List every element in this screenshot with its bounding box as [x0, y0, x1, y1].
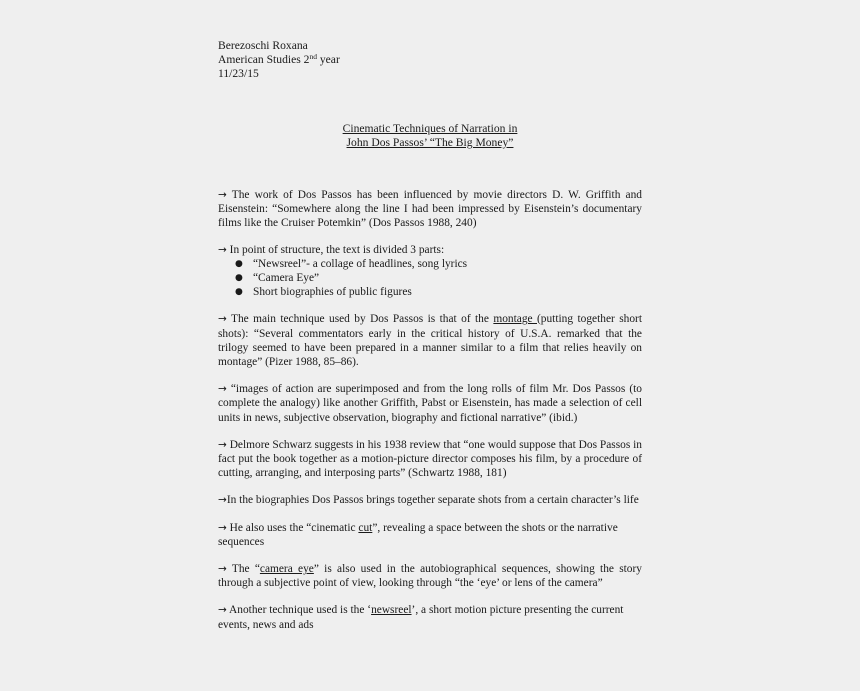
list-item — [218, 271, 642, 285]
arrow-icon: → — [218, 189, 227, 201]
list-item — [218, 285, 642, 299]
paragraph-9-text-before: Another technique used is the ‘ — [229, 604, 372, 617]
paragraph-1-text: The work of Dos Passos has been influenced by movie directors D. W. Griffith and Eisenstein: “Somewhere along the line I had been impressed by Eisenstein’s documentary films like the Cruiser Potemkin” (Dos Passos 1988, 240) — [218, 189, 642, 230]
arrow-icon: → — [218, 521, 227, 534]
course-superscript: nd — [309, 51, 317, 61]
paragraph-8 — [218, 562, 642, 590]
list-item-text: “Camera Eye” — [253, 272, 320, 285]
arrow-icon: → — [218, 438, 227, 451]
paragraph-3-text-after: (putting together short shots): “Several commentators early in the critical history of U.S.A. remarked that the trilogy seemed to have been prepared in a manner similar to a film that relies heavily on montage” (Pizer 1988, 85–86). — [218, 313, 642, 369]
paragraph-4 — [218, 382, 642, 425]
paragraph-9 — [218, 603, 642, 631]
paragraph-5 — [218, 438, 642, 481]
paragraph-6-text: In the biographies Dos Passos brings together separate shots from a certain character’s life — [226, 494, 639, 507]
arrow-icon: → — [218, 243, 227, 256]
paragraph-9-text-after: ’, a short motion picture presenting the current events, news and ads — [218, 604, 624, 631]
paragraph-6 — [218, 493, 642, 507]
document-title — [218, 122, 642, 150]
course-line — [218, 53, 340, 67]
arrow-icon: → — [218, 604, 227, 617]
arrow-icon: → — [218, 383, 227, 396]
course-prefix: American Studies 2 — [218, 52, 310, 66]
paragraph-8-text-before: The “ — [231, 563, 260, 576]
cut-term: cut — [358, 521, 373, 534]
paragraph-7-text-after: ”, revealing a space between the shots or the narrative sequences — [218, 521, 618, 548]
list-item-text: “Newsreel”- a collage of headlines, song lyrics — [253, 257, 468, 270]
list-item — [218, 257, 642, 271]
paragraph-8-text-after: ” is also used in the autobiographical sequences, showing the story through a subjective point of view, looking through “the ‘eye’ or lens of the camera” — [218, 563, 642, 590]
paragraph-5-text: Delmore Schwarz suggests in his 1938 review that “one would suppose that Dos Passos in fact put the book together as a motion-picture director composes his film, by a procedure of cutting, arranging, and interposing parts” (Schwartz 1988, 181) — [218, 438, 643, 480]
paragraph-3-text-before: The main technique used by Dos Passos is that of the — [231, 313, 494, 326]
paragraph-7 — [218, 521, 642, 549]
newsreel-term: newsreel — [371, 604, 412, 617]
paragraph-3 — [218, 312, 642, 369]
paragraph-4-text: “images of action are superimposed and from the long rolls of film Mr. Dos Passos (to complete the analogy) like another Griffith, Pabst or Eisenstein, has made a selection of cell units in news, subjective observation, biography and fictional narrative” (ibid.) — [218, 383, 642, 424]
arrow-icon: → — [218, 313, 227, 326]
paragraph-7-text-before: He also uses the “cinematic — [229, 521, 359, 534]
montage-term: montage — [493, 313, 537, 326]
paragraph-2-intro-text: In point of structure, the text is divided 3 parts: — [229, 243, 445, 256]
title-line-2: John Dos Passos’ “The Big Money” — [346, 136, 514, 149]
camera-eye-term: camera eye — [259, 563, 314, 576]
bullet-icon: ● — [235, 287, 243, 298]
title-line-1: Cinematic Techniques of Narration in — [342, 122, 518, 135]
paragraph-2 — [218, 243, 642, 300]
course-suffix: year — [316, 52, 340, 66]
bullet-icon: ● — [235, 273, 243, 284]
arrow-icon: → — [218, 494, 227, 507]
author-name: Berezoschi Roxana — [218, 39, 308, 52]
paragraph-1 — [218, 188, 642, 231]
document-header — [218, 39, 340, 80]
list-item-text: Short biographies of public figures — [253, 286, 412, 299]
paragraph-2-intro — [218, 243, 642, 257]
structure-list — [218, 257, 642, 300]
arrow-icon: → — [218, 563, 227, 576]
document-body — [218, 188, 642, 632]
bullet-icon: ● — [235, 258, 243, 269]
document-date: 11/23/15 — [218, 66, 259, 80]
